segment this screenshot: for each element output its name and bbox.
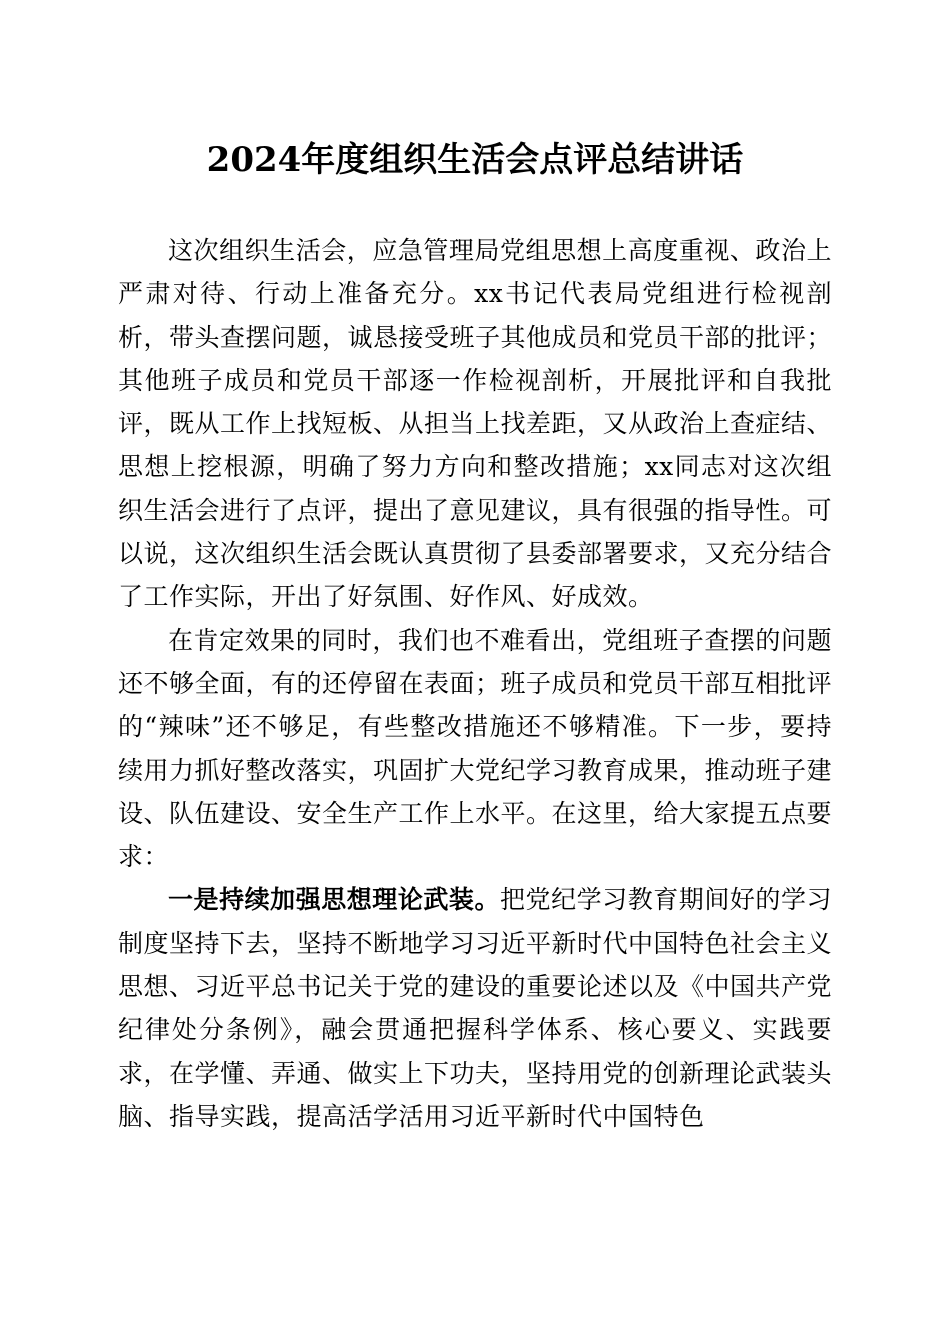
document-title: 2024年度组织生活会点评总结讲话: [206, 140, 744, 180]
paragraph-2: 在肯定效果的同时，我们也不难看出，党组班子查摆的问题还不够全面，有的还停留在表面；班子成员和党员干部互相批评的“辣味”还不够足，有些整改措施还不够精准。下一步，要持续用力抓好整改落实，巩固扩大党纪学习教育成果，推动班子建设、队伍建设、安全生产工作上水平。在这里，给大家提五点要求：: [118, 625, 833, 872]
document-body: [118, 229, 832, 1138]
paragraph-3: [118, 878, 832, 1138]
paragraph-1: 这次组织生活会，应急管理局党组思想上高度重视、政治上严肃对待、行动上准备充分。xx书记代表局党组进行检视剖析，带头查摆问题，诚恳接受班子其他成员和党员干部的批评；其他班子成员和党员干部逐一作检视剖析，开展批评和自我批评，既从工作上找短板、从担当上找差距，又从政治上查症结、思想上挖根源，明确了努力方向和整改措施；xx同志对这次组织生活会进行了点评，提出了意见建议，具有很强的指导性。可以说，这次组织生活会既认真贯彻了县委部署要求，又充分结合了工作实际，开出了好氛围、好作风、好成效。: [118, 236, 833, 612]
paragraph-3-text: 把党纪学习教育期间好的学习制度坚持下去，坚持不断地学习习近平新时代中国特色社会主义思想、习近平总书记关于党的建设的重要论述以及《中国共产党纪律处分条例》，融会贯通把握科学体系、核心要义、实践要求，在学懂、弄通、做实上下功夫，坚持用党的创新理论武装头脑、指导实践，提高活学活用习近平新时代中国特色: [118, 885, 833, 1131]
paragraph-3-lead: 一是持续加强思想理论武装。: [168, 885, 501, 915]
